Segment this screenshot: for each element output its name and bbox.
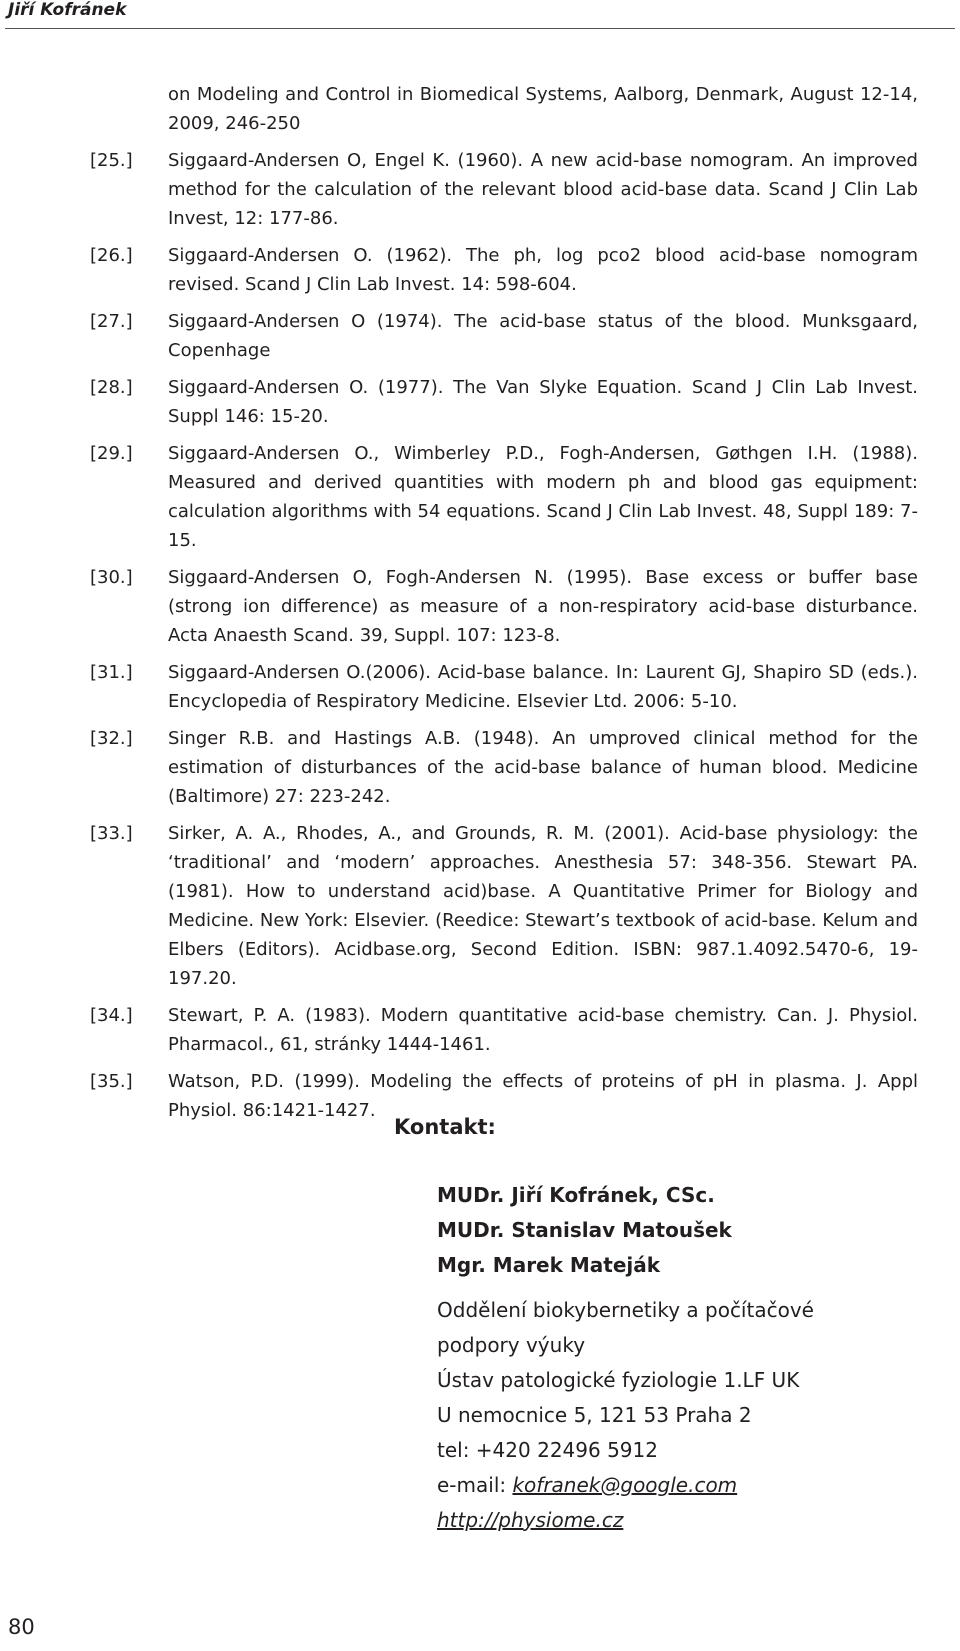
reference-text: Siggaard-Andersen O. (1962). The ph, log pco2 blood acid-base nomogram revised. Scand J Clin Lab Invest. 14: 598-604. <box>168 245 918 295</box>
reference-number: [26.] <box>90 245 133 266</box>
reference-item <box>80 819 918 993</box>
reference-item <box>80 373 918 431</box>
reference-number: [30.] <box>90 567 133 588</box>
email-link[interactable]: kofranek@google.com <box>512 1473 738 1497</box>
street-address: U nemocnice 5, 121 53 Praha 2 <box>437 1403 752 1427</box>
reference-text: Stewart, P. A. (1983). Modern quantitative acid-base chemistry. Can. J. Physiol. Pharmacol., 61, stránky 1444-1461. <box>168 1005 918 1055</box>
contact-address <box>437 1293 897 1538</box>
header-author: Jiří Kofránek <box>8 0 127 20</box>
reference-text: Siggaard-Andersen O, Engel K. (1960). A new acid-base nomogram. An improved method for the calculation of the relevant blood acid-base data. Scand J Clin Lab Invest, 12: 177-86. <box>168 150 918 229</box>
reference-text: Siggaard-Andersen O.(2006). Acid-base balance. In: Laurent GJ, Shapiro SD (eds.). Encyclopedia of Respiratory Medicine. Elsevier Ltd. 2006: 5-10. <box>168 662 918 712</box>
page-number: 80 <box>8 1615 35 1639</box>
reference-number: [25.] <box>90 150 133 171</box>
reference-item <box>80 439 918 555</box>
running-header <box>5 0 955 29</box>
reference-number: [31.] <box>90 662 133 683</box>
reference-text: on Modeling and Control in Biomedical Systems, Aalborg, Denmark, August 12-14, 2009, 246-250 <box>168 84 918 134</box>
reference-item <box>80 658 918 716</box>
contact-name: MUDr. Jiří Kofránek, CSc. <box>437 1183 715 1207</box>
reference-text: Sirker, A. A., Rhodes, A., and Grounds, R. M. (2001). Acid-base physiology: the ‘traditional’ and ‘modern’ approaches. Anesthesia 57: 348-356. Stewart PA. (1981). How to understand acid)base. A Quantitative Primer for Biology and Medicine. New York: Elsevier. (Reedice: Stewart’s textbook of acid-base. Kelum and Elbers (Editors). Acidbase.org, Second Edition. ISBN: 987.1.4092.5470-6, 19-197.20. <box>168 823 918 989</box>
reference-item <box>80 241 918 299</box>
reference-list <box>80 80 918 1133</box>
reference-item <box>80 724 918 811</box>
email-line <box>437 1468 897 1503</box>
contact-name: Mgr. Marek Mateják <box>437 1253 661 1277</box>
email-label: e-mail: <box>437 1473 513 1497</box>
reference-text: Siggaard-Andersen O. (1977). The Van Slyke Equation. Scand J Clin Lab Invest. Suppl 146: 15-20. <box>168 377 918 427</box>
reference-number: [34.] <box>90 1005 133 1026</box>
website-link[interactable]: http://physiome.cz <box>437 1508 624 1532</box>
reference-continuation <box>80 80 918 138</box>
contact-name: MUDr. Stanislav Matoušek <box>437 1218 732 1242</box>
reference-text: Singer R.B. and Hastings A.B. (1948). An umproved clinical method for the estimation of disturbances of the acid-base balance of human blood. Medicine (Baltimore) 27: 223-242. <box>168 728 918 807</box>
department-line: Oddělení biokybernetiky a počítačové <box>437 1298 814 1322</box>
contact-names <box>437 1178 897 1283</box>
institute-line: Ústav patologické fyziologie 1.LF UK <box>437 1368 800 1392</box>
reference-number: [28.] <box>90 377 133 398</box>
reference-text: Watson, P.D. (1999). Modeling the effects of proteins of pH in plasma. J. Appl Physiol. 86:1421-1427. <box>168 1071 918 1121</box>
reference-text: Siggaard-Andersen O., Wimberley P.D., Fogh-Andersen, Gøthgen I.H. (1988). Measured and derived quantities with modern ph and blood gas equipment: calculation algorithms with 54 equations. Scand J Clin Lab Invest. 48, Suppl 189: 7-15. <box>168 443 918 551</box>
reference-text: Siggaard-Andersen O, Fogh-Andersen N. (1995). Base excess or buffer base (strong ion difference) as measure of a non-respiratory acid-base disturbance. Acta Anaesth Scand. 39, Suppl. 107: 123-8. <box>168 567 918 646</box>
telephone: tel: +420 22496 5912 <box>437 1438 658 1462</box>
reference-item <box>80 1067 918 1125</box>
reference-item <box>80 1001 918 1059</box>
reference-number: [29.] <box>90 443 133 464</box>
contact-title: Kontakt: <box>394 1115 496 1139</box>
reference-text: Siggaard-Andersen O (1974). The acid-base status of the blood. Munksgaard, Copenhage <box>168 311 918 361</box>
reference-number: [27.] <box>90 311 133 332</box>
website-line <box>437 1503 897 1538</box>
reference-number: [33.] <box>90 823 133 844</box>
contact-block <box>437 1178 897 1538</box>
reference-item <box>80 563 918 650</box>
reference-number: [35.] <box>90 1071 133 1092</box>
reference-number: [32.] <box>90 728 133 749</box>
department-line: podpory výuky <box>437 1333 586 1357</box>
reference-item <box>80 146 918 233</box>
reference-item <box>80 307 918 365</box>
